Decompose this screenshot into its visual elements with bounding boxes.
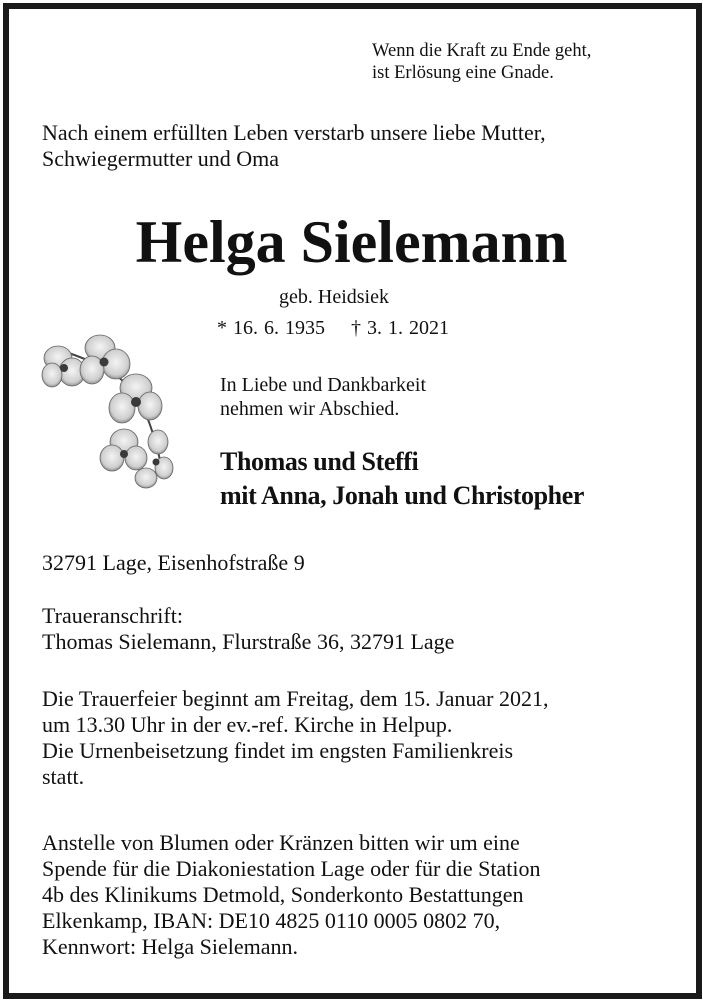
service-line-4: statt.	[42, 764, 85, 789]
family-line-1: Thomas und Steffi	[220, 447, 419, 476]
farewell-line-1: In Liebe und Dankbarkeit	[220, 374, 427, 396]
donation-line-5: Kennwort: Helga Sielemann.	[42, 934, 298, 959]
mourning-address-value: Thomas Sielemann, Flurstraße 36, 32791 Lage	[42, 629, 455, 654]
intro-text	[42, 120, 546, 172]
quote	[372, 40, 591, 84]
deceased-name: Helga Sielemann	[135, 209, 568, 275]
quote-line-1: Wenn die Kraft zu Ende geht,	[372, 41, 592, 61]
death-date: † 3. 1. 2021	[351, 317, 449, 339]
intro-line-1: Nach einem erfüllten Leben verstarb unsere liebe Mutter,	[42, 120, 546, 145]
family-line-2: mit Anna, Jonah und Christopher	[220, 481, 584, 510]
life-dates	[217, 316, 449, 340]
donation-line-4: Elkenkamp, IBAN: DE10 4825 0110 0005 0802 70,	[42, 908, 501, 933]
intro-line-2: Schwiegermutter und Oma	[42, 146, 280, 171]
family-names	[220, 445, 584, 513]
donation-line-1: Anstelle von Blumen oder Kränzen bitten wir um eine	[42, 830, 520, 855]
donation-request	[42, 830, 541, 960]
birth-name: geb. Heidsiek	[279, 286, 389, 308]
quote-line-2: ist Erlösung eine Gnade.	[372, 63, 554, 83]
donation-line-3: 4b des Klinikums Detmold, Sonderkonto Bestattungen	[42, 882, 524, 907]
service-line-1: Die Trauerfeier beginnt am Freitag, dem 15. Januar 2021,	[42, 686, 549, 711]
service-info	[42, 686, 548, 790]
farewell-text	[220, 373, 426, 421]
service-line-3: Die Urnenbeisetzung findet im engsten Familienkreis	[42, 738, 514, 763]
mourning-address	[42, 603, 454, 655]
family-address: 32791 Lage, Eisenhofstraße 9	[42, 550, 305, 575]
mourning-address-label: Traueranschrift:	[42, 603, 183, 628]
service-line-2: um 13.30 Uhr in der ev.-ref. Kirche in Helpup.	[42, 712, 453, 737]
orchid-flower-icon	[40, 330, 180, 495]
donation-line-2: Spende für die Diakoniestation Lage oder für die Station	[42, 856, 541, 881]
farewell-line-2: nehmen wir Abschied.	[220, 398, 400, 420]
birth-date: * 16. 6. 1935	[217, 317, 325, 339]
